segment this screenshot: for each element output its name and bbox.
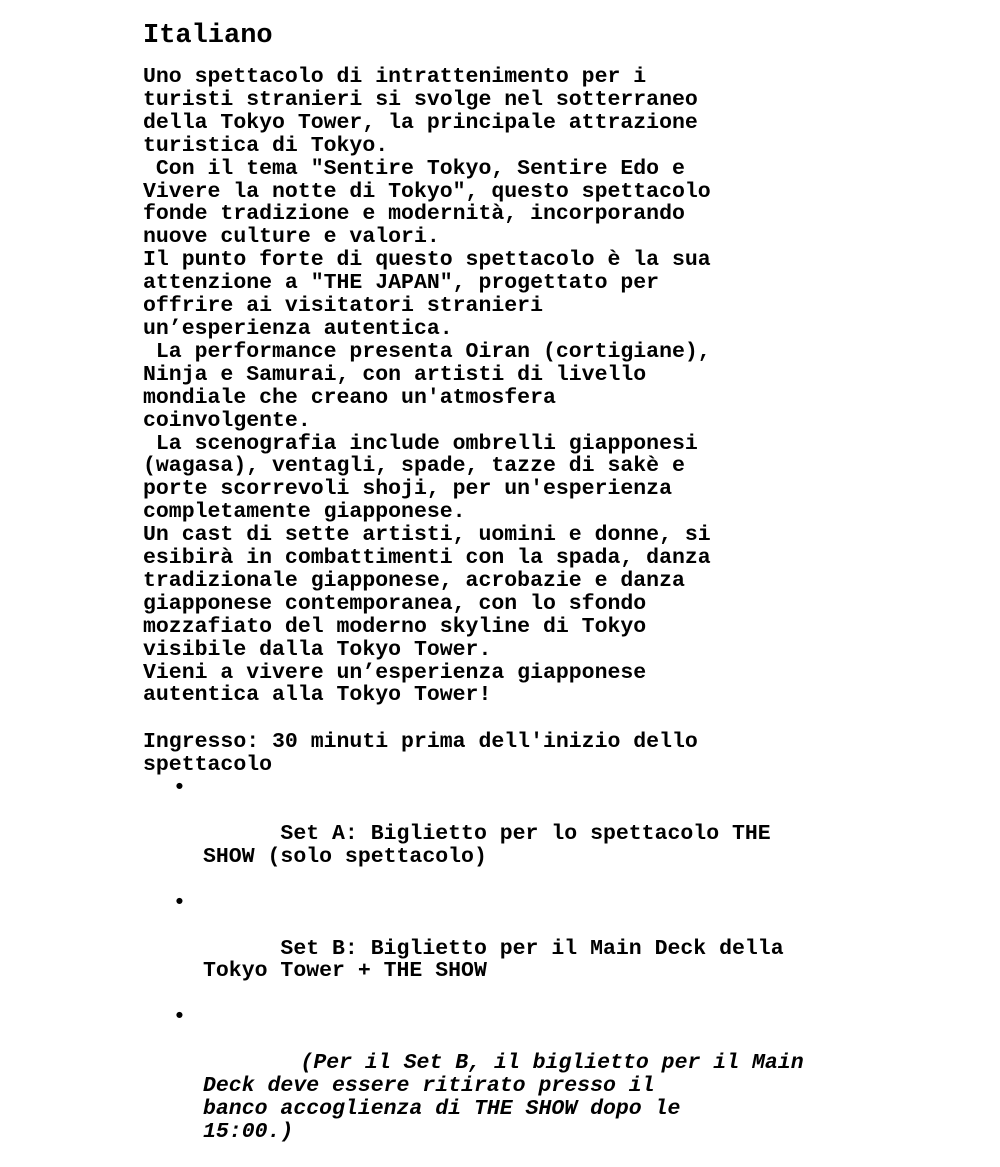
ticket-item-set-a: [173, 776, 983, 892]
paragraph-performers: La performance presenta Oiran (cortigiane), Ninja e Samurai, con artisti di livello mondiale che creano un'atmosfera coinvolgente.: [143, 339, 711, 433]
ticket-note-text: (Per il Set B, il biglietto per il Main Deck deve essere ritirato presso il banco accoglienza di THE SHOW dopo le 15:00.): [203, 1051, 804, 1144]
document-title: Italiano: [143, 21, 273, 51]
ticket-list: [143, 777, 983, 1166]
paragraph-intro: Uno spettacolo di intrattenimento per i turisti stranieri si svolge nel sotterraneo della Tokyo Tower, la principale attrazione turistica di Tokyo.: [143, 65, 698, 158]
paragraph-theme: Con il tema "Sentire Tokyo, Sentire Edo e Vivere la notte di Tokyo", questo spettacolo fonde tradizione e modernità, incorporando nuove culture e valori.: [143, 156, 711, 250]
paragraph-highlight: Il punto forte di questo spettacolo è la sua attenzione a "THE JAPAN", progettato per offrire ai visitatori stranieri un’esperienza autentica.: [143, 248, 711, 341]
bullet-icon: •: [173, 1005, 186, 1030]
paragraph-scenography: La scenografia include ombrelli giapponesi (wagasa), ventagli, spade, tazze di sakè e porte scorrevoli shoji, per un'esperienza completamente giapponese.: [143, 431, 698, 525]
ticket-label: Set A: Biglietto per lo spettacolo THE SHOW (solo spettacolo): [203, 822, 771, 869]
ticket-item-set-b: [173, 890, 983, 1007]
bullet-icon: •: [173, 776, 186, 801]
paragraph-invitation: Vieni a vivere un’esperienza giapponese autentica alla Tokyo Tower!: [143, 660, 647, 708]
paragraph-cast: Un cast di sette artisti, uomini e donne, si esibirà in combattimenti con la spada, danza tradizionale giapponese, acrobazie e danza giapponese contemporanea, con lo sfondo mozzafiato del moderno skyline di Tokyo visibile dalla Tokyo Tower.: [143, 523, 711, 662]
ticket-label: Set B: Biglietto per il Main Deck della Tokyo Tower + THE SHOW: [203, 936, 784, 984]
document-page: [143, 18, 983, 1167]
ticket-note: [173, 1005, 983, 1166]
bullet-icon: •: [173, 890, 186, 915]
entry-info: Ingresso: 30 minuti prima dell'inizio dello spettacolo: [143, 730, 698, 778]
